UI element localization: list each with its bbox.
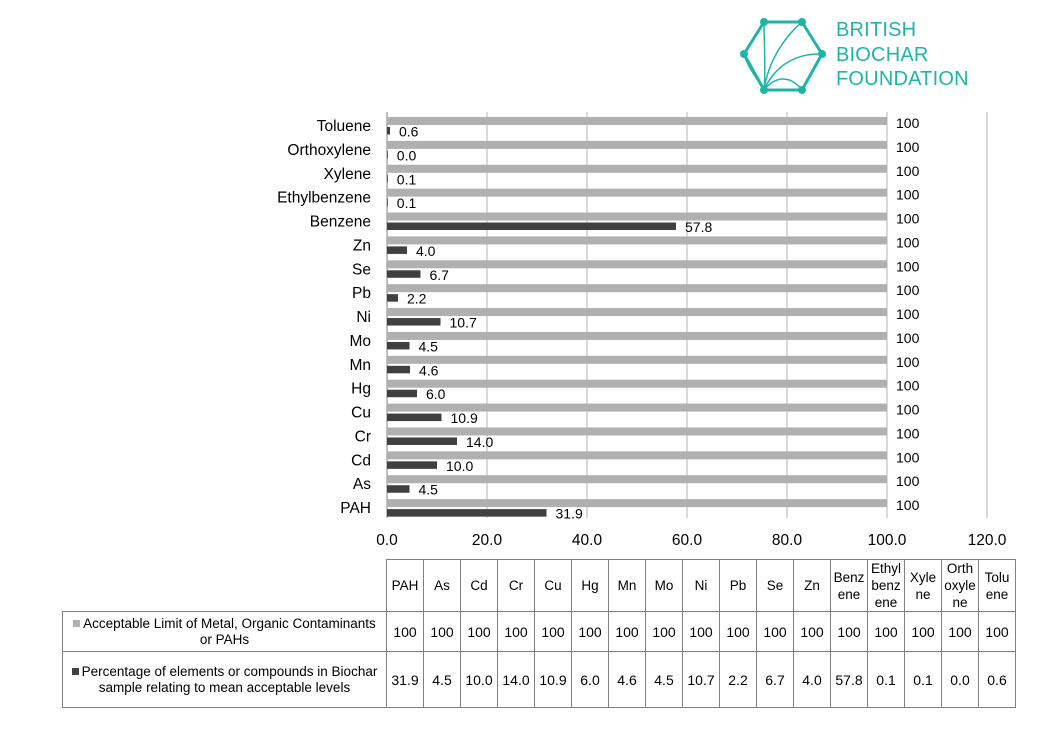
percentage-value-label-cr: 14.0 — [466, 433, 494, 450]
table-column-header: Orth oxyle ne — [942, 560, 979, 612]
category-label-pb: Pb — [352, 285, 371, 303]
table-column-header: Benz ene — [831, 560, 868, 612]
limit-value-label-cu: 100 — [896, 401, 920, 418]
table-column-header: Cu — [535, 560, 572, 612]
x-tick-label: 100.0 — [867, 532, 907, 549]
table-corner — [63, 560, 387, 612]
table-cell: 100 — [498, 612, 535, 652]
limit-value-label-pb: 100 — [896, 282, 920, 299]
bar-limit-zn — [387, 236, 887, 244]
table-column-header: As — [424, 560, 461, 612]
legend-label: Acceptable Limit of Metal, Organic Contaminants or PAHs — [83, 615, 376, 647]
bar-limit-mn — [387, 356, 887, 364]
bar-percentage-cd — [387, 461, 437, 469]
limit-value-label-benzene: 100 — [896, 210, 920, 227]
table-cell: 100 — [720, 612, 757, 652]
category-label-zn: Zn — [352, 237, 371, 255]
x-axis-tick-labels — [376, 532, 1007, 549]
category-label-benzene: Benzene — [309, 213, 371, 231]
bar-limit-cr — [387, 427, 887, 435]
percentage-value-label-se: 6.7 — [429, 266, 449, 283]
bar-percentage-cu — [387, 414, 442, 422]
table-cell: 0.6 — [979, 652, 1016, 708]
x-tick-label: 0.0 — [376, 532, 398, 549]
category-label-xylene: Xylene — [323, 165, 371, 183]
category-label-pah: PAH — [340, 500, 371, 518]
table-row-label — [63, 612, 387, 652]
logo-line-foundation: FOUNDATION — [836, 68, 969, 90]
percentage-value-label-cu: 10.9 — [450, 410, 478, 427]
table-cell: 10.7 — [683, 652, 720, 708]
bar-percentage-toluene — [387, 127, 390, 135]
table-cell: 100 — [979, 612, 1016, 652]
limit-value-label-ni: 100 — [896, 306, 920, 323]
bar-limit-benzene — [387, 213, 887, 221]
table-column-header: Cd — [461, 560, 498, 612]
bar-percentage-ethylbenzene — [387, 199, 388, 207]
table-column-header: Mo — [646, 560, 683, 612]
bar-percentage-benzene — [387, 223, 676, 231]
table-cell: 100 — [794, 612, 831, 652]
bar-percentage-mn — [387, 366, 410, 374]
percentage-value-label-ni: 10.7 — [449, 314, 477, 331]
bar-limit-xylene — [387, 165, 887, 173]
table-cell: 100 — [424, 612, 461, 652]
percentage-value-label-xylene: 0.1 — [396, 171, 417, 188]
table-column-header: Hg — [572, 560, 609, 612]
table-cell: 4.6 — [609, 652, 646, 708]
limit-value-label-cd: 100 — [896, 449, 920, 466]
table-cell: 0.1 — [905, 652, 942, 708]
bar-percentage-hg — [387, 390, 417, 398]
category-label-toluene: Toluene — [316, 118, 371, 135]
percentage-value-label-mn: 4.6 — [419, 362, 439, 379]
category-axis-labels — [277, 118, 371, 517]
limit-value-label-cr: 100 — [896, 425, 920, 442]
table-cell: 100 — [831, 612, 868, 652]
legend-label: Percentage of elements or compounds in Biochar sample relating to mean acceptable levels — [81, 663, 378, 695]
limit-value-label-se: 100 — [896, 258, 920, 275]
table-cell: 6.0 — [572, 652, 609, 708]
limit-value-label-pah: 100 — [896, 497, 920, 514]
bar-limit-hg — [387, 380, 887, 388]
table-cell: 100 — [609, 612, 646, 652]
table-column-header: Zn — [794, 560, 831, 612]
bar-percentage-zn — [387, 246, 407, 254]
category-label-ni: Ni — [356, 309, 371, 327]
table-cell: 100 — [646, 612, 683, 652]
x-tick-label: 20.0 — [471, 532, 503, 549]
percentage-value-label-orthoxylene: 0.0 — [396, 147, 417, 164]
limit-value-label-ethylbenzene: 100 — [896, 186, 920, 203]
x-tick-label: 80.0 — [771, 532, 803, 549]
bar-value-labels — [397, 115, 920, 522]
category-label-cd: Cd — [351, 452, 371, 470]
percentage-value-label-benzene: 57.8 — [685, 219, 713, 236]
bar-limit-as — [387, 475, 887, 483]
table-cell: 2.2 — [720, 652, 757, 708]
bar-percentage-xylene — [387, 175, 388, 183]
table-cell: 100 — [868, 612, 905, 652]
bar-limit-se — [387, 260, 887, 268]
bar-limit-toluene — [387, 117, 887, 125]
data-table — [62, 559, 1016, 708]
bar-limit-orthoxylene — [387, 141, 887, 149]
limit-value-label-hg: 100 — [896, 377, 920, 394]
table-column-header: Xyle ne — [905, 560, 942, 612]
percentage-value-label-ethylbenzene: 0.1 — [396, 195, 417, 212]
table-cell: 100 — [683, 612, 720, 652]
bar-percentage-pb — [387, 294, 398, 302]
table-row-label — [63, 652, 387, 708]
legend-key-icon — [72, 668, 79, 675]
bar-percentage-orthoxylene — [387, 151, 388, 159]
table-cell: 100 — [535, 612, 572, 652]
table-column-header: Mn — [609, 560, 646, 612]
table-cell: 10.0 — [461, 652, 498, 708]
limit-value-label-mo: 100 — [896, 329, 920, 346]
category-label-cr: Cr — [354, 428, 371, 446]
table-cell: 0.1 — [868, 652, 905, 708]
limit-value-label-mn: 100 — [896, 353, 920, 370]
table-cell: 100 — [387, 612, 424, 652]
table-header-row — [63, 560, 1016, 612]
x-tick-label: 120.0 — [967, 532, 1007, 549]
percentage-value-label-pah: 31.9 — [555, 505, 583, 522]
bar-limit-pah — [387, 499, 887, 507]
table-cell: 4.5 — [424, 652, 461, 708]
table-cell: 100 — [572, 612, 609, 652]
bar-limit-pb — [387, 284, 887, 292]
category-label-cu: Cu — [351, 404, 371, 422]
table-cell: 10.9 — [535, 652, 572, 708]
percentage-value-label-zn: 4.0 — [416, 242, 436, 259]
table-cell: 100 — [461, 612, 498, 652]
x-tick-label: 60.0 — [671, 532, 703, 549]
category-label-mn: Mn — [349, 356, 371, 374]
category-label-se: Se — [352, 261, 371, 279]
table-cell: 57.8 — [831, 652, 868, 708]
percentage-value-label-pb: 2.2 — [407, 290, 427, 307]
limit-value-label-zn: 100 — [896, 234, 920, 251]
percentage-value-label-mo: 4.5 — [418, 338, 438, 355]
table-column-header: Se — [757, 560, 794, 612]
table-cell: 100 — [757, 612, 794, 652]
bar-limit-mo — [387, 332, 887, 340]
table-cell: 100 — [905, 612, 942, 652]
category-label-as: As — [352, 476, 371, 494]
table-column-header: Pb — [720, 560, 757, 612]
logo-line-biochar: BIOCHAR — [836, 43, 929, 66]
bar-percentage-mo — [387, 342, 410, 350]
bar-percentage-cr — [387, 437, 457, 445]
table-column-header: Ethyl benz ene — [868, 560, 905, 612]
table-column-header: Ni — [683, 560, 720, 612]
table-cell: 6.7 — [757, 652, 794, 708]
table-cell: 14.0 — [498, 652, 535, 708]
table-cell: 4.0 — [794, 652, 831, 708]
bar-limit-ethylbenzene — [387, 189, 887, 197]
table-column-header: Cr — [498, 560, 535, 612]
percentage-value-label-toluene: 0.6 — [399, 123, 419, 140]
logo-line-british: BRITISH — [836, 19, 917, 41]
percentage-value-label-cd: 10.0 — [446, 457, 474, 474]
limit-value-label-orthoxylene: 100 — [896, 138, 920, 155]
limit-value-label-xylene: 100 — [896, 162, 920, 179]
table-row — [63, 652, 1016, 708]
bar-percentage-se — [387, 270, 421, 278]
bar-percentage-ni — [387, 318, 441, 326]
table-row — [63, 612, 1016, 652]
limit-value-label-toluene: 100 — [896, 115, 920, 131]
table-column-header: PAH — [387, 560, 424, 612]
category-label-ethylbenzene: Ethylbenzene — [277, 189, 371, 207]
percentage-value-label-as: 4.5 — [418, 481, 438, 498]
table-column-header: Tolu ene — [979, 560, 1016, 612]
category-label-mo: Mo — [349, 332, 371, 350]
bar-percentage-pah — [387, 509, 547, 517]
percentage-value-label-hg: 6.0 — [426, 386, 446, 403]
x-tick-label: 40.0 — [571, 532, 603, 549]
category-label-orthoxylene: Orthoxylene — [287, 141, 371, 159]
limit-value-label-as: 100 — [896, 473, 920, 490]
legend-key-icon — [73, 620, 80, 627]
bar-percentage-as — [387, 485, 410, 493]
table-cell: 100 — [942, 612, 979, 652]
category-label-hg: Hg — [351, 380, 371, 398]
table-cell: 4.5 — [646, 652, 683, 708]
table-cell: 31.9 — [387, 652, 424, 708]
table-cell: 0.0 — [942, 652, 979, 708]
